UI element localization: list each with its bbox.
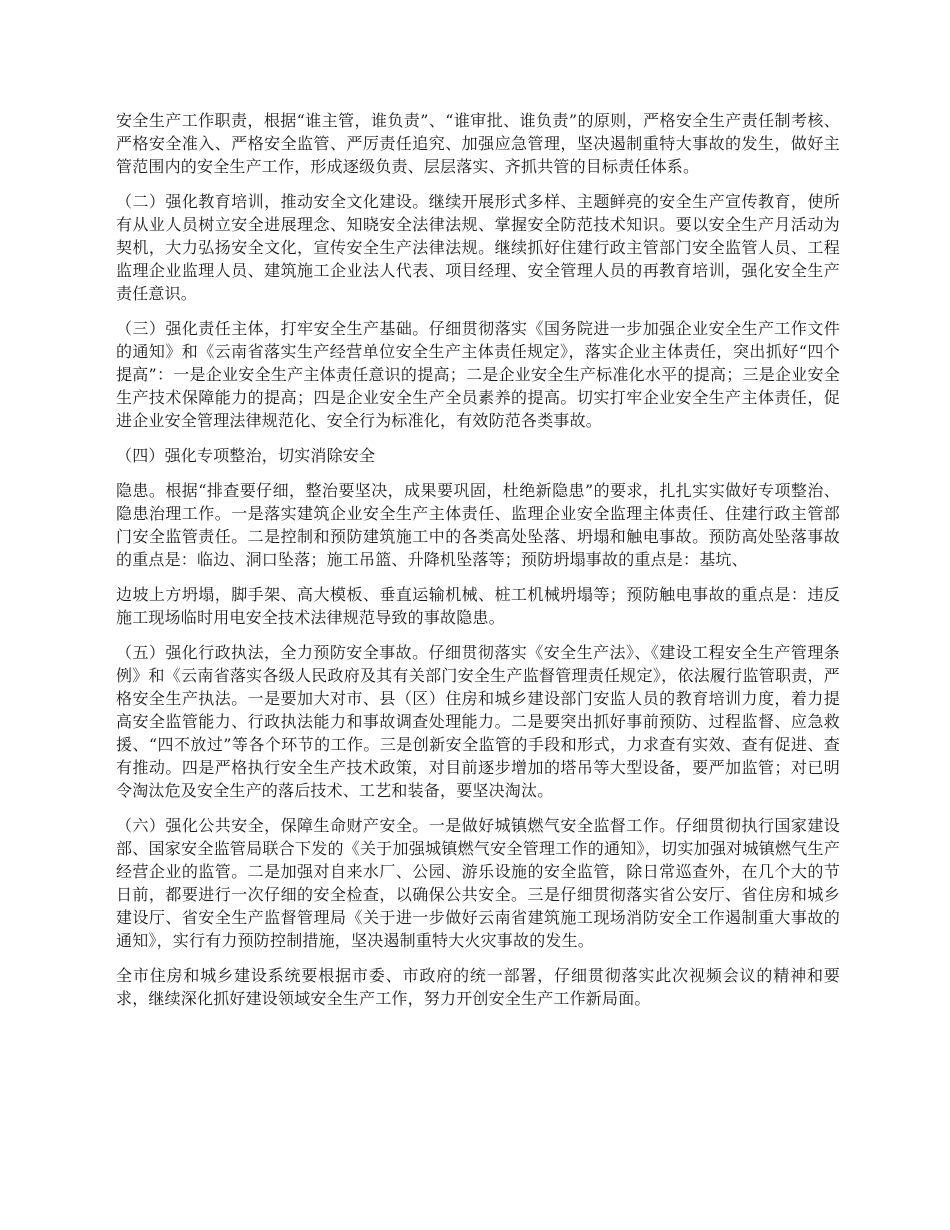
paragraph-education-training: （二）强化教育培训，推动安全文化建设。继续开展形式多样、主题鲜亮的安全生产宣传教育，使所有从业人员树立安全进展理念、知晓安全法律法规、掌握安全防范技术知识。要以安全生产月活动为契机，大力弘扬安全文化，宣传安全生产法律法规。继续抓好住建行政主管部门安全监管人员、工程监理企业监理人员、建筑施工企业法人代表、项目经理、安全管理人员的再教育培训，强化安全生产责任意识。 <box>116 192 840 303</box>
paragraph-public-safety: （六）强化公共安全，保障生命财产安全。一是做好城镇燃气安全监督工作。仔细贯彻执行国家建设部、国家安全监管局联合下发的《关于加强城镇燃气安全管理工作的通知》，切实加强对城镇燃气生产经营企业的监管。二是加强对自来水厂、公园、游乐设施的安全监管，除日常巡查外，在几个大的节日前，都要进行一次仔细的安全检查，以确保公共安全。三是仔细贯彻落实省公安厅、省住房和城乡建设厅、省安全生产监督管理局《关于进一步做好云南省建筑施工现场消防安全工作遏制重大事故的通知》，实行有力预防控制措施，坚决遏制重特大火灾事故的发生。 <box>116 816 840 950</box>
paragraph-responsibility-system: 安全生产工作职责，根据“谁主管，谁负责”、“谁审批、谁负责”的原则，严格安全生产责任制考核、严格安全准入、严格安全监管、严厉责任追究、加强应急管理，坚决遏制重特大事故的发生，做好主管范围内的安全生产工作，形成逐级负责、层层落实、齐抓共管的目标责任体系。 <box>116 111 840 176</box>
paragraph-administrative-enforcement: （五）强化行政执法，全力预防安全事故。仔细贯彻落实《安全生产法》、《建设工程安全生产管理条例》和《云南省落实各级人民政府及其有关部门安全生产监督管理责任规定》，依法履行监管职责，严格安全生产执法。一是要加大对市、县（区）住房和城乡建设部门安监人员的教育培训力度，着力提高安全监管能力、行政执法能力和事故调查处理能力。二是要突出抓好事前预防、过程监督、应急救援、“四不放过”等各个环节的工作。三是创新安全监管的手段和形式，力求查有实效、查有促进、查有推动。四是严格执行安全生产技术政策，对目前逐步增加的塔吊等大型设备，要严加监管；对已明令淘汰危及安全生产的落后技术、工艺和装备，要坚决淘汰。 <box>116 643 840 800</box>
paragraph-conclusion: 全市住房和城乡建设系统要根据市委、市政府的统一部署，仔细贯彻落实此次视频会议的精神和要求，继续深化抓好建设领域安全生产工作，努力开创安全生产工作新局面。 <box>116 966 840 1008</box>
paragraph-hidden-dangers: 隐患。根据“排查要仔细，整治要坚决，成果要巩固，杜绝新隐患”的要求，扎扎实实做好专项整治、隐患治理工作。一是落实建筑企业安全生产主体责任、监理企业安全监理主体责任、住建行政主管部门安全监管责任。二是控制和预防建筑施工中的各类高处坠落、坍塌和触电事故。预防高处坠落事故的重点是：临边、洞口坠落；施工吊篮、升降机坠落等；预防坍塌事故的重点是：基坑、 <box>116 481 840 569</box>
paragraph-main-responsibility: （三）强化责任主体，打牢安全生产基础。仔细贯彻落实《国务院进一步加强企业安全生产工作文件的通知》和《云南省落实生产经营单位安全生产主体责任规定》，落实企业主体责任，突出抓好“四个提高”：一是企业安全生产主体责任意识的提高；二是企业安全生产标准化水平的提高；三是企业安全生产技术保障能力的提高；四是企业安全生产全员素养的提高。切实打牢企业安全生产主体责任，促进企业安全管理法律规范化、安全行为标准化，有效防范各类事故。 <box>116 319 840 430</box>
document-page <box>116 109 840 1022</box>
paragraph-special-rectification-heading: （四）强化专项整治，切实消除安全 <box>116 446 376 465</box>
paragraph-collapse-prevention: 边坡上方坍塌，脚手架、高大模板、垂直运输机械、桩工机械坍塌等；预防触电事故的重点是：违反施工现场临时用电安全技术法律规范导致的事故隐患。 <box>116 585 840 627</box>
